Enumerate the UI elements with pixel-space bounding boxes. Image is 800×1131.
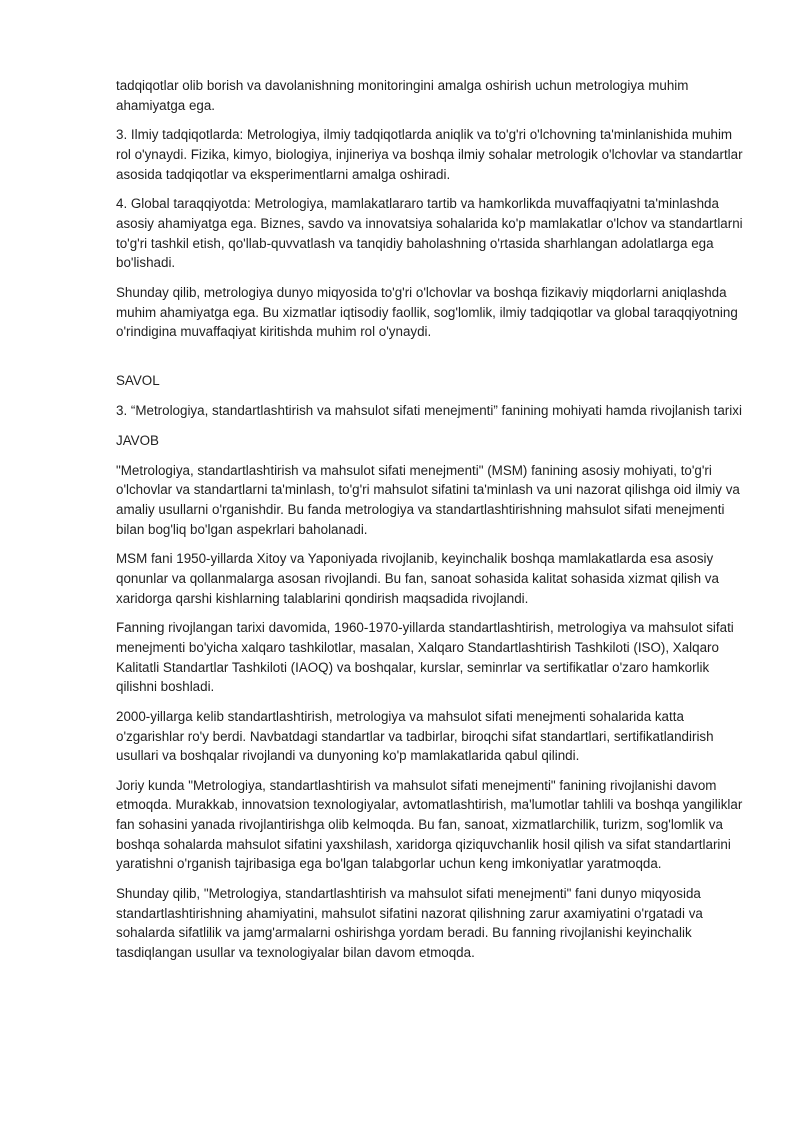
paragraph-global-development: 4. Global taraqqiyotda: Metrologiya, mamlakatlararo tartib va hamkorlikda muvaffaqiyatni ta'minlashda asosiy ahamiyatga ega. Biznes, savdo va innovatsiya sohalarida ko'p mamlakatlar o'lchov va standartlarni to'g'ri tashkil etish, qo'llab-quvvatlash va tanqidiy baholashning o'rtasida sharhlangan adolatlarga ega bo'lishadi. [116, 196, 743, 271]
paragraph-medicine-continued: tadqiqotlar olib borish va davolanishning monitoringini amalga oshirish uchun metrologiya muhim ahamiyatga ega. [116, 78, 689, 113]
question-label: SAVOL [116, 373, 160, 389]
paragraph-msm-history: Fanning rivojlangan tarixi davomida, 1960-1970-yillarda standartlashtirish, metrologiya va mahsulot sifati menejmenti bo'yicha xalqaro tashkilotlar, masalan, Xalqaro Standartlashtirish Tashkiloti (ISO), Xalqaro Kalitatli Standartlar Tashkiloti (IAOQ) va boshqalar, kurslar, seminrlar va sertifikatlar o'zaro hamkorlik qilishni boshladi. [116, 620, 734, 695]
paragraph-2000s-changes: 2000-yillarga kelib standartlashtirish, metrologiya va mahsulot sifati menejmenti sohalarida katta o'zgarishlar ro'y berdi. Navbatdagi standartlar va tadbirlar, biroqchi sifat standartlari, sertifikatlandirish usullari va boshqalar rivojlandi va dunyoning ko'p mamlakatlarida qabul qilindi. [116, 708, 714, 764]
paragraph-msm-origins: MSM fani 1950-yillarda Xitoy va Yaponiyada rivojlanib, keyinchalik boshqa mamlakatlarda esa asosiy qonunlar va qollanmalarga asosan rivojlandi. Bu fan, sanoat sohasida kalitat sohasida xizmat qilish va xaridorga qarshi kishlarning talablarini qondirish maqsadida rivojlandi. [116, 551, 719, 606]
paragraph-current-state: Joriy kunda "Metrologiya, standartlashtirish va mahsulot sifati menejmenti" fanining rivojlanishi davom etmoqda. Murakkab, innovatsion texnologiyalar, avtomatlashtirish, ma'lumotlar tahlili va boshqa yangiliklar fan sohasini yanada rivojlantirishga olib kelmoqda. Bu fan, sanoat, xizmatlarchilik, turizm, sog'lomlik va boshqa sohalarda mahsulot sifatini yaxshilash, xaridorga qiziquvchanlik hosil qilish va sifat standartlarini yaratishni o'rganish tajribasiga ega bo'lgan talabgorlar uchun keng imkoniyatlar yaratmoqda. [116, 777, 743, 872]
answer-label: JAVOB [116, 433, 159, 449]
blank-line [116, 352, 746, 372]
paragraph-conclusion-metrology: Shunday qilib, metrologiya dunyo miqyosida to'g'ri o'lchovlar va boshqa fizikaviy miqdorlarni aniqlashda muhim ahamiyatga ega. Bu xizmatlar iqtisodiy faollik, sog'lomlik, ilmiy tadqiqotlar va global taraqqiyotning o'rindigina muvaffaqiyat kiritishda muhim rol o'ynaydi. [116, 284, 738, 340]
paragraph-msm-essence: "Metrologiya, standartlashtirish va mahsulot sifati menejmenti" (MSM) fanining asosiy mohiyati, to'g'ri o'lchovlar va standartlarni ta'minlash, to'g'ri mahsulot sifatini ta'minlash va uni nazorat qilishga oid ilmiy va amaliy usullarni o'rganishdir. Bu fanda metrologiya va standartlashtirishning mahsulot sifati menejmenti bilan bog'liq bo'lgan aspekrlari baholanadi. [116, 462, 740, 537]
question-text: 3. “Metrologiya, standartlashtirish va mahsulot sifati menejmenti” fanining mohiyati hamda rivojlanish tarixi [116, 403, 742, 419]
paragraph-final-conclusion: Shunday qilib, "Metrologiya, standartlashtirish va mahsulot sifati menejmenti" fani dunyo miqyosida standartlashtirishning ahamiyatini, mahsulot sifatini nazorat qilishning zarur axamiyatini o'rgatadi va sohalarda sifatlilik va jamg'armalarni oshirishga yordam beradi. Bu fanning rivojlanishi keyinchalik tasdiqlangan usullar va texnologiyalar bilan davom etmoqda. [116, 886, 703, 960]
paragraph-scientific-research: 3. Ilmiy tadqiqotlarda: Metrologiya, ilmiy tadqiqotlarda aniqlik va to'g'ri o'lchovning ta'minlanishida muhim rol o'ynaydi. Fizika, kimyo, biologiya, injineriya va boshqa ilmiy sohalar metrologik o'lchovlar va standartlar asosida tadqiqotlar va eksperimentlarni amalga oshiradi. [116, 127, 743, 182]
document-page [116, 76, 746, 973]
